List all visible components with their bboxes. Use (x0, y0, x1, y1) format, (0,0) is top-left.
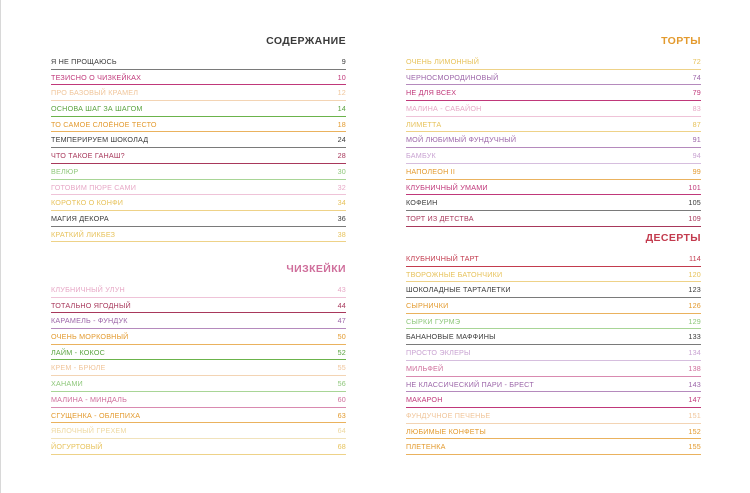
toc-entry (406, 345, 701, 361)
section-title: ЧИЗКЕЙКИ (286, 263, 346, 275)
contents-section (51, 32, 346, 242)
toc-entry (406, 148, 701, 164)
toc-entry (51, 211, 346, 227)
toc-entry-title: БАМБУК (406, 151, 436, 161)
toc-entry (406, 298, 701, 314)
toc-entry (406, 377, 701, 393)
cheesecakes-list (51, 282, 346, 455)
toc-entry-title: МАГИЯ ДЕКОРА (51, 213, 109, 223)
toc-entry-title: Я НЕ ПРОЩАЮСЬ (51, 57, 117, 66)
toc-entry-title: НЕ КЛАССИЧЕСКИЙ ПАРИ - БРЕСТ (406, 379, 534, 389)
toc-entry-page: 32 (337, 182, 346, 192)
toc-entry (406, 85, 701, 101)
toc-entry-title: ГОТОВИМ ПЮРЕ САМИ (51, 182, 137, 192)
toc-entry-title: ТОТАЛЬНО ЯГОДНЫЙ (51, 300, 131, 310)
toc-entry-page: 91 (692, 135, 701, 145)
toc-entry-page: 38 (337, 229, 346, 239)
toc-entry-title: ТОРТ ИЗ ДЕТСТВА (406, 213, 474, 223)
toc-entry-page: 43 (337, 285, 346, 294)
toc-entry (406, 132, 701, 148)
toc-entry-page: 34 (337, 198, 346, 208)
toc-entry-title: КЛУБНИЧНЫЙ ТАРТ (406, 254, 479, 263)
toc-entry (406, 267, 701, 283)
toc-entry (51, 164, 346, 180)
section-title: СОДЕРЖАНИЕ (266, 35, 346, 47)
toc-entry-page: 129 (688, 316, 701, 326)
section-title: ТОРТЫ (661, 35, 701, 47)
toc-entry (406, 408, 701, 424)
toc-entry-title: НАПОЛЕОН II (406, 166, 456, 176)
toc-entry-title: ПЛЕТЕНКА (406, 442, 446, 452)
toc-entry (51, 408, 346, 424)
cheesecakes-section (51, 260, 346, 455)
toc-entry-title: КРЕМ - БРЮЛЕ (51, 363, 106, 373)
toc-entry (51, 101, 346, 117)
cakes-section (406, 32, 701, 227)
toc-entry (51, 282, 346, 298)
toc-entry (406, 424, 701, 440)
toc-entry (51, 360, 346, 376)
toc-entry-page: 87 (692, 119, 701, 129)
toc-entry-title: КОРОТКО О КОНФИ (51, 198, 124, 208)
toc-entry-page: 99 (692, 166, 701, 176)
toc-entry-title: ШОКОЛАДНЫЕ ТАРТАЛЕТКИ (406, 285, 511, 295)
toc-entry-title: ЯБЛОЧНЫЙ ГРЕХЕМ (51, 426, 127, 436)
toc-entry (51, 439, 346, 455)
toc-entry-title: МОЙ ЛЮБИМЫЙ ФУНДУЧНЫЙ (406, 135, 517, 145)
toc-entry-page: 28 (337, 151, 346, 161)
toc-entry (51, 423, 346, 439)
toc-entry-page: 10 (337, 72, 346, 82)
toc-entry-page: 133 (688, 332, 701, 342)
toc-entry-title: ВЕЛЮР (51, 166, 79, 176)
toc-entry-page: 138 (688, 363, 701, 373)
toc-entry (406, 117, 701, 133)
toc-entry-page: 68 (337, 441, 346, 451)
toc-entry-title: ТЕМПЕРИРУЕМ ШОКОЛАД (51, 135, 149, 145)
toc-entry-page: 14 (337, 104, 346, 114)
toc-entry-title: ЛАЙМ - КОКОС (51, 347, 106, 357)
toc-entry (51, 227, 346, 243)
toc-entry-title: КРАТКИЙ ЛИКБЕЗ (51, 229, 116, 239)
toc-entry-title: ЛЮБИМЫЕ КОНФЕТЫ (406, 426, 486, 436)
toc-entry-title: СГУЩЕНКА - ОБЛЕПИХА (51, 410, 141, 420)
toc-entry-page: 55 (337, 363, 346, 373)
toc-entry (51, 180, 346, 196)
toc-entry-title: КЛУБНИЧНЫЙ УЛУН (51, 285, 125, 294)
toc-entry (406, 439, 701, 455)
toc-entry (51, 345, 346, 361)
toc-entry (406, 314, 701, 330)
toc-entry-page: 50 (337, 332, 346, 342)
toc-entry (406, 392, 701, 408)
toc-entry-page: 72 (692, 57, 701, 66)
contents-list (51, 54, 346, 242)
toc-entry-page: 79 (692, 88, 701, 98)
toc-entry-title: ЛИМЕТТА (406, 119, 442, 129)
toc-entry-page: 56 (337, 379, 346, 389)
toc-entry (406, 251, 701, 267)
toc-entry-page: 120 (688, 269, 701, 279)
right-page (375, 0, 750, 493)
toc-entry-page: 60 (337, 394, 346, 404)
toc-entry (406, 164, 701, 180)
toc-entry-title: ФУНДУЧНОЕ ПЕЧЕНЬЕ (406, 410, 491, 420)
desserts-section (406, 229, 701, 455)
toc-entry (406, 361, 701, 377)
toc-entry-title: ТО САМОЕ СЛОЁНОЕ ТЕСТО (51, 119, 157, 129)
toc-entry-page: 114 (688, 254, 701, 263)
toc-entry (406, 101, 701, 117)
toc-entry-title: ХАНАМИ (51, 379, 83, 389)
toc-entry-title: ОЧЕНЬ МОРКОВНЫЙ (51, 332, 129, 342)
toc-entry-title: СЫРНИЧКИ (406, 301, 449, 311)
toc-entry-page: 151 (688, 410, 701, 420)
toc-entry-page: 44 (337, 300, 346, 310)
toc-entry-page: 123 (688, 285, 701, 295)
toc-entry-page: 47 (337, 316, 346, 326)
toc-entry-page: 147 (688, 395, 701, 405)
toc-entry (51, 117, 346, 133)
toc-entry-title: ЧТО ТАКОЕ ГАНАШ? (51, 151, 125, 161)
toc-entry (51, 148, 346, 164)
section-title: ДЕСЕРТЫ (645, 232, 701, 244)
toc-entry-page: 64 (337, 426, 346, 436)
toc-entry (406, 211, 701, 227)
toc-entry (51, 132, 346, 148)
toc-entry-title: ТВОРОЖНЫЕ БАТОНЧИКИ (406, 269, 503, 279)
toc-entry-title: КОФЕИН (406, 198, 438, 208)
toc-entry-title: ОСНОВА ШАГ ЗА ШАГОМ (51, 104, 143, 114)
toc-entry (406, 329, 701, 345)
toc-entry (406, 195, 701, 211)
toc-entry-title: ТЕЗИСНО О ЧИЗКЕЙКАХ (51, 72, 142, 82)
toc-entry-page: 52 (337, 347, 346, 357)
toc-entry-title: МАКАРОН (406, 395, 443, 405)
toc-entry-title: КАРАМЕЛЬ - ФУНДУК (51, 316, 128, 326)
toc-entry (406, 180, 701, 196)
toc-entry (51, 70, 346, 86)
toc-entry-page: 9 (341, 57, 346, 66)
toc-entry-title: ЧЕРНОСМОРОДИНОВЫЙ (406, 72, 499, 82)
toc-entry-page: 12 (337, 88, 346, 98)
toc-entry-title: КЛУБНИЧНЫЙ УМАМИ (406, 182, 488, 192)
toc-entry (51, 392, 346, 408)
toc-entry-page: 126 (688, 301, 701, 311)
toc-entry-title: МАЛИНА - МИНДАЛЬ (51, 394, 127, 404)
toc-entry (406, 282, 701, 298)
desserts-list (406, 251, 701, 455)
toc-entry (406, 70, 701, 86)
toc-entry-title: ПРО БАЗОВЫЙ КРАМЕЛ (51, 88, 139, 98)
toc-entry-page: 134 (688, 348, 701, 358)
toc-entry-page: 155 (688, 442, 701, 452)
toc-entry-title: СЫРКИ ГУРМЭ (406, 316, 461, 326)
toc-entry (51, 195, 346, 211)
toc-entry (51, 54, 346, 70)
toc-entry-page: 24 (337, 135, 346, 145)
toc-entry-page: 94 (692, 151, 701, 161)
toc-entry (51, 313, 346, 329)
toc-entry-page: 101 (688, 182, 701, 192)
toc-entry-page: 36 (337, 213, 346, 223)
toc-entry-page: 143 (688, 379, 701, 389)
toc-entry-title: МАЛИНА - САБАЙОН (406, 104, 482, 114)
toc-entry (406, 54, 701, 70)
toc-entry (51, 298, 346, 314)
toc-entry-page: 109 (688, 213, 701, 223)
toc-entry-title: НЕ ДЛЯ ВСЕХ (406, 88, 457, 98)
toc-entry-page: 105 (688, 198, 701, 208)
toc-entry-title: МИЛЬФЕЙ (406, 363, 444, 373)
toc-entry (51, 85, 346, 101)
toc-entry-page: 63 (337, 410, 346, 420)
toc-entry-page: 74 (692, 72, 701, 82)
cakes-list (406, 54, 701, 227)
toc-entry-title: ОЧЕНЬ ЛИМОННЫЙ (406, 57, 480, 66)
toc-entry-title: ПРОСТО ЭКЛЕРЫ (406, 348, 471, 358)
toc-entry-title: ЙОГУРТОВЫЙ (51, 441, 103, 451)
toc-entry-page: 18 (337, 119, 346, 129)
toc-entry (51, 376, 346, 392)
toc-entry-page: 83 (692, 104, 701, 114)
toc-entry-title: БАНАНОВЫЕ МАФФИНЫ (406, 332, 496, 342)
toc-entry-page: 152 (688, 426, 701, 436)
toc-entry-page: 30 (337, 166, 346, 176)
toc-entry (51, 329, 346, 345)
